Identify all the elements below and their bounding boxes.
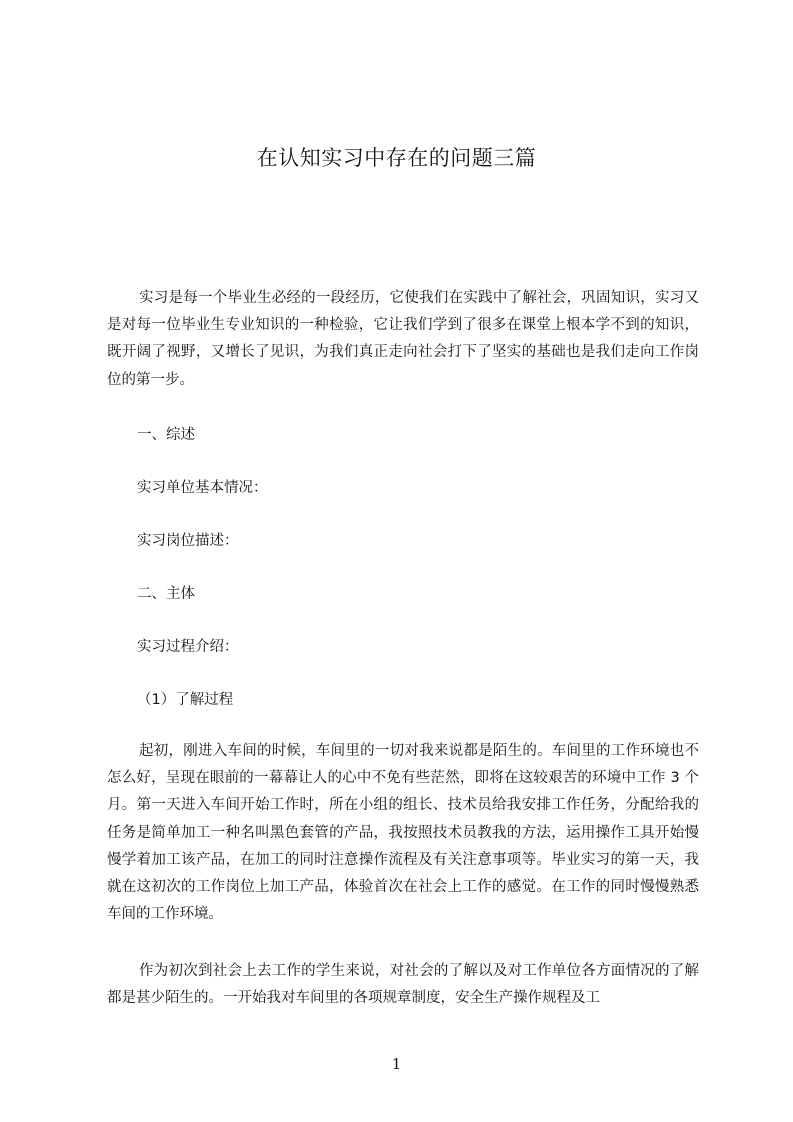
process-step-heading: （1）了解过程 — [137, 692, 234, 708]
process-paragraph: 起初，刚进入车间的时候，车间里的一切对我来说都是陌生的。车间里的工作环境也不怎么好，呈现在眼前的一幕幕让人的心中不免有些茫然，即将在这较艰苦的环境中工作 3 个月。第一天进入车间开始工作时，所在小组的组长、技术员给我安排工作任务，分配给我的任务是简单加工一种名叫黑色套管的产品，我按照技术员教我的方法，运用操作工具开始慢慢学着加工该产品，在加工的同时注意操作流程及有关注意事项等。毕业实习的第一天，我就在这初次的工作岗位上加工产品，体验首次在社会上工作的感觉。在工作的同时慢慢熟悉车间的工作环境。 — [107, 743, 699, 923]
process-intro-label: 实习过程介绍： — [137, 639, 239, 655]
unit-info-label: 实习单位基本情况： — [137, 480, 268, 496]
section-heading-overview: 一、综述 — [137, 427, 195, 443]
document-title: 在认知实习中存在的问题三篇 — [256, 146, 537, 170]
section-heading-main: 二、主体 — [137, 586, 195, 602]
student-paragraph: 作为初次到社会上去工作的学生来说，对社会的了解以及对工作单位各方面情况的了解都是甚少陌生的。一开始我对车间里的各项规章制度，安全生产操作规程及工 — [107, 963, 699, 1007]
position-desc-label: 实习岗位描述： — [137, 533, 239, 549]
intro-paragraph: 实习是每一个毕业生必经的一段经历，它使我们在实践中了解社会，巩固知识，实习又是对每一位毕业生专业知识的一种检验，它让我们学到了很多在课堂上根本学不到的知识，既开阔了视野，又增长了见识，为我们真正走向社会打下了坚实的基础也是我们走向工作岗位的第一步。 — [107, 290, 699, 388]
page-number: 1 — [391, 1055, 402, 1073]
